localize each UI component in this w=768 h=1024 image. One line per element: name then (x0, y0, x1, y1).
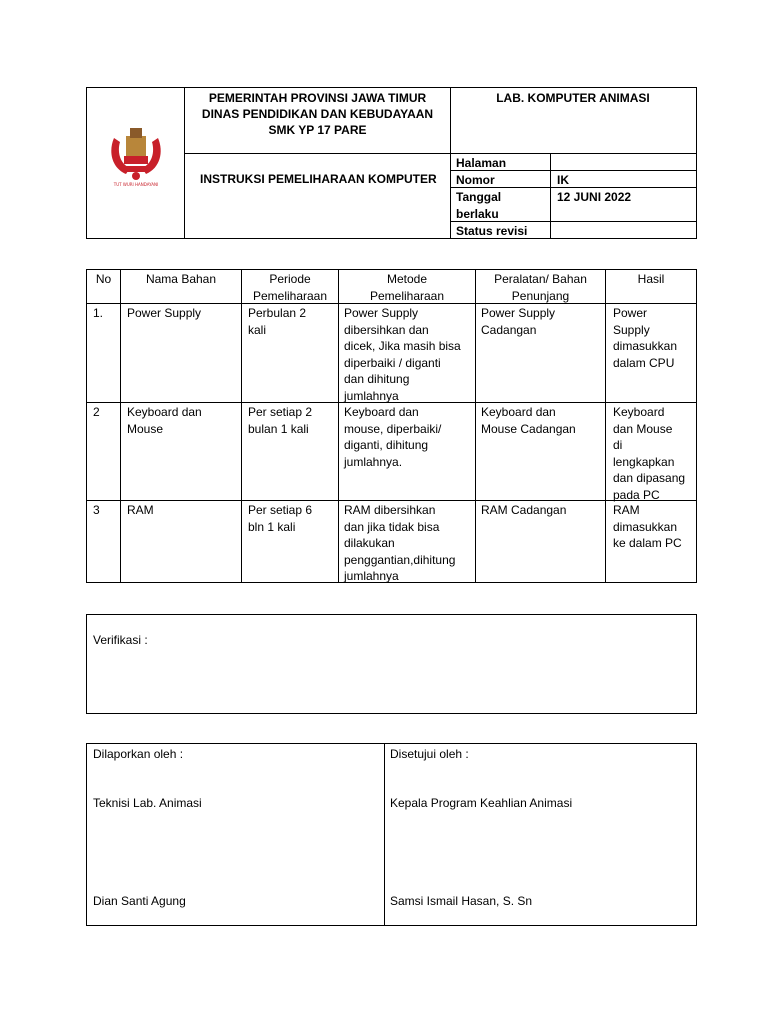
table-cell-metode: Power Supply dibersihkan dan dicek, Jika masih bisa diperbaiki / diganti dan dihitung jumlahnya (344, 306, 461, 403)
table-cell-nama-bahan: Keyboard dan Mouse (127, 405, 202, 436)
svg-text:TUT WURI HANDAYANI: TUT WURI HANDAYANI (113, 182, 159, 187)
meta-value-nomor: IK (557, 173, 569, 187)
column-header-peralatan: Peralatan/ Bahan Penunjang (494, 272, 587, 303)
signature-box (86, 743, 697, 926)
lab-name: LAB. KOMPUTER ANIMASI (496, 91, 650, 105)
reported-by-role: Teknisi Lab. Animasi (93, 796, 202, 810)
table-cell-no: 3 (93, 503, 100, 517)
institution-name: PEMERINTAH PROVINSI JAWA TIMUR DINAS PENDIDIKAN DAN KEBUDAYAAN SMK YP 17 PARE (201, 91, 434, 137)
meta-label-status-revisi: Status revisi (456, 224, 528, 238)
table-cell-hasil: Keyboard dan Mouse di lengkapkan dan dipasang pada PC (613, 405, 686, 502)
table-cell-hasil: RAM dimasukkan ke dalam PC (613, 503, 682, 550)
meta-label-tanggal: Tanggal berlaku (456, 190, 502, 221)
verification-box (86, 614, 697, 714)
table-cell-periode: Per setiap 2 bulan 1 kali (248, 405, 313, 436)
table-cell-no: 2 (93, 405, 100, 419)
approved-by-label: Disetujui oleh : (390, 747, 469, 761)
table-cell-peralatan: RAM Cadangan (481, 503, 567, 517)
reported-by-label: Dilaporkan oleh : (93, 747, 184, 761)
approved-by-role: Kepala Program Keahlian Animasi (390, 796, 573, 810)
table-cell-nama-bahan: RAM (127, 503, 154, 517)
document-title: INSTRUKSI PEMELIHARAAN KOMPUTER (200, 172, 437, 186)
table-cell-periode: Perbulan 2 kali (248, 306, 307, 337)
table-cell-no: 1. (93, 306, 104, 320)
approved-by-name: Samsi Ismail Hasan, S. Sn (390, 894, 533, 908)
column-header-nama-bahan: Nama Bahan (145, 272, 217, 286)
reported-by-name: Dian Santi Agung (93, 894, 186, 908)
column-header-no: No (95, 272, 112, 286)
table-cell-nama-bahan: Power Supply (127, 306, 202, 320)
table-cell-peralatan: Power Supply Cadangan (481, 306, 556, 337)
table-cell-hasil: Power Supply dimasukkan dalam CPU (613, 306, 678, 370)
column-header-hasil: Hasil (637, 272, 665, 286)
column-header-metode: Metode Pemeliharaan (369, 272, 445, 303)
table-cell-peralatan: Keyboard dan Mouse Cadangan (481, 405, 576, 436)
table-cell-metode: Keyboard dan mouse, diperbaiki/ diganti, dihitung jumlahnya. (344, 405, 442, 469)
table-cell-periode: Per setiap 6 bln 1 kali (248, 503, 313, 534)
meta-label-halaman: Halaman (456, 156, 507, 170)
meta-label-nomor: Nomor (456, 173, 495, 187)
meta-value-tanggal: 12 JUNI 2022 (557, 190, 632, 204)
verification-label: Verifikasi : (93, 633, 148, 647)
column-header-periode: Periode Pemeliharaan (252, 272, 328, 303)
table-cell-metode: RAM dibersihkan dan jika tidak bisa dilakukan penggantian,dihitung jumlahnya (344, 503, 456, 583)
school-crest-icon (106, 118, 166, 188)
